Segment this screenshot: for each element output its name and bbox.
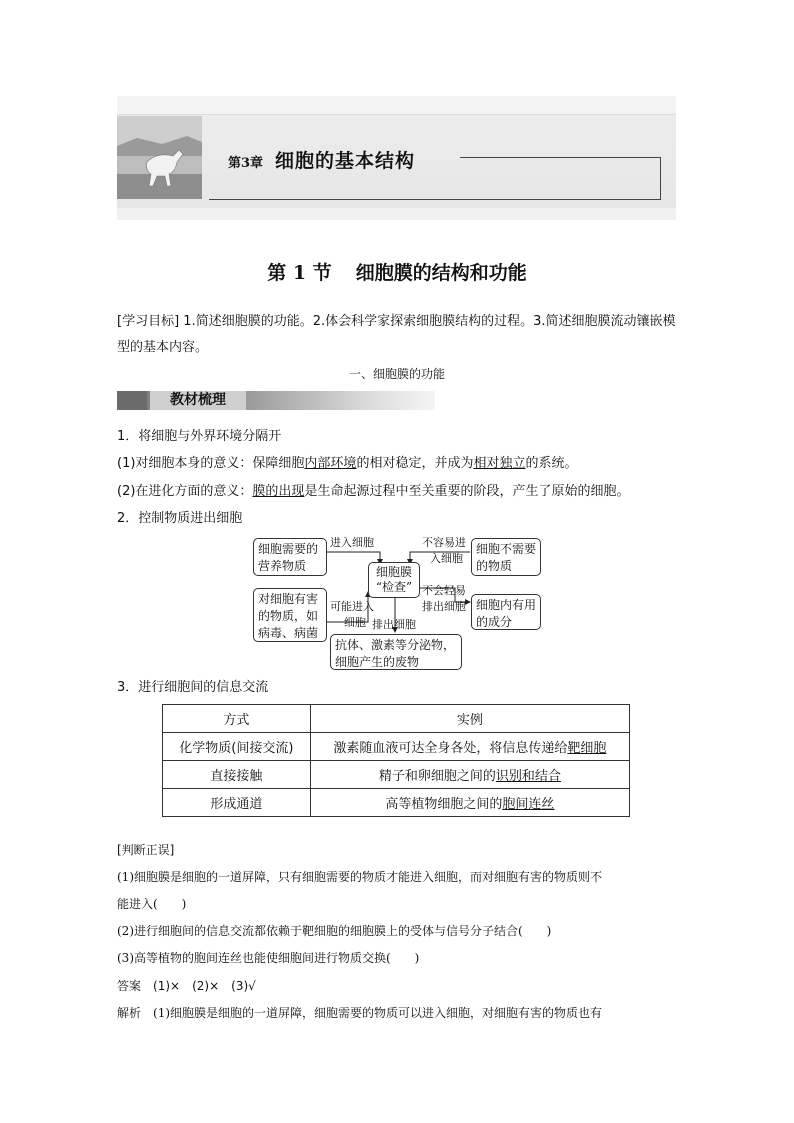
cell-example <box>310 789 629 817</box>
transport-diagram <box>250 530 550 670</box>
cell-method: 直接接触 <box>163 761 311 789</box>
point3-title: 3．进行细胞间的信息交流 <box>117 680 269 695</box>
cell-method: 化学物质(间接交流) <box>163 733 311 761</box>
label-enter: 进入细胞 <box>330 536 374 549</box>
point2-title: 2．控制物质进出细胞 <box>117 511 243 526</box>
chapter-heading <box>228 146 415 173</box>
text-span: 是生命起源过程中至关重要的阶段，产生了原始的细胞。 <box>304 484 630 499</box>
judge-heading: [判断正误] <box>117 843 175 857</box>
table-row <box>163 761 630 789</box>
underlined-answer: 膜的出现 <box>252 484 305 499</box>
box-useful: 细胞内有用的成分 <box>471 594 541 630</box>
table-header-row <box>163 705 630 733</box>
cell-example <box>310 733 629 761</box>
label-hard-enter-1: 不容易进 <box>422 536 466 549</box>
banner-rule-vertical <box>660 157 661 200</box>
header-method: 方式 <box>163 705 311 733</box>
text-span: 的系统。 <box>525 456 578 471</box>
answer-label: 答案 <box>117 979 142 993</box>
section-title-text: 细胞膜的结构和功能 <box>355 262 527 284</box>
label-exit: 排出细胞 <box>372 618 416 631</box>
goal-tag: [学习目标] <box>117 314 180 329</box>
table-row <box>163 733 630 761</box>
banner-rule-bottom <box>209 199 661 200</box>
learning-goal <box>117 309 677 361</box>
underlined-answer: 相对独立 <box>473 456 526 471</box>
label-not-exit-1: 不会轻易 <box>422 584 466 597</box>
communication-table <box>162 704 630 817</box>
label-may-enter-2: 细胞 <box>344 616 366 629</box>
answer-line <box>117 976 256 996</box>
text-span: 的相对稳定，并成为 <box>356 456 474 471</box>
judge-q1-line2: 能进入( ) <box>117 897 187 911</box>
banner-top-strip <box>117 96 676 115</box>
point1-line1 <box>117 454 577 474</box>
banner-rule <box>460 157 660 158</box>
text-span: 高等植物细胞之间的 <box>385 797 503 812</box>
judge-q1-line1: (1)细胞膜是细胞的一道屏障，只有细胞需要的物质才能进入细胞，而对细胞有害的物质则不 <box>117 870 603 884</box>
text-span: (2)在进化方面的意义： <box>117 484 253 499</box>
subheading: 一、细胞膜的功能 <box>348 367 445 381</box>
underlined-answer: 识别和结合 <box>495 769 561 784</box>
answer-text: (1)× (2)× (3)√ <box>153 979 256 993</box>
underlined-answer: 靶细胞 <box>567 741 607 756</box>
tag-label: 教材梳理 <box>150 391 246 410</box>
point1-line2 <box>117 482 629 502</box>
section-title <box>0 258 794 285</box>
membrane-label: 细胞膜 <box>375 565 412 579</box>
chapter-title: 细胞的基本结构 <box>275 150 416 172</box>
text-span: 激素随血液可达全身各处，将信息传递给 <box>333 741 568 756</box>
underlined-answer: 内部环境 <box>304 456 357 471</box>
box-secretions: 抗体、激素等分泌物，细胞产生的废物 <box>330 634 462 670</box>
point1-title: 1．将细胞与外界环境分隔开 <box>117 429 282 444</box>
horse-photo <box>117 116 202 199</box>
text-span: (1)对细胞本身的意义：保障细胞 <box>117 456 305 471</box>
label-hard-enter-2: 入细胞 <box>430 552 463 565</box>
box-unneeded: 细胞不需要的物质 <box>471 538 541 576</box>
table-row <box>163 789 630 817</box>
check-label: “检查” <box>375 580 413 594</box>
box-harmful: 对细胞有害的物质，如病毒、病菌 <box>253 588 327 642</box>
explain-text: (1)细胞膜是细胞的一道屏障，细胞需要的物质可以进入细胞，对细胞有害的物质也有 <box>153 1006 603 1020</box>
text-span: 精子和卵细胞之间的 <box>378 769 496 784</box>
box-nutrients: 细胞需要的营养物质 <box>253 538 327 576</box>
goal-text: 1.简述细胞膜的功能。2.体会科学家探索细胞膜结构的过程。3.简述细胞膜流动镶嵌模型的基本内容。 <box>117 314 676 355</box>
header-example: 实例 <box>310 705 629 733</box>
explain-line <box>117 1004 602 1021</box>
box-membrane-check <box>368 562 420 598</box>
chapter-number: 第3章 <box>228 156 264 171</box>
cell-method: 形成通道 <box>163 789 311 817</box>
judge-q2: (2)进行细胞间的信息交流都依赖于靶细胞的细胞膜上的受体与信号分子结合( ) <box>117 924 552 938</box>
banner-bottom-strip <box>117 208 676 220</box>
judge-q3: (3)高等植物的胞间连丝也能使细胞间进行物质交换( ) <box>117 951 420 965</box>
label-may-enter-1: 可能进入 <box>330 600 374 613</box>
cell-example <box>310 761 629 789</box>
label-not-exit-2: 排出细胞 <box>422 600 466 613</box>
underlined-answer: 胞间连丝 <box>502 797 555 812</box>
section-number: 第 1 节 <box>267 262 332 284</box>
explain-label: 解析 <box>117 1006 142 1020</box>
tag-bar-left <box>117 391 147 410</box>
